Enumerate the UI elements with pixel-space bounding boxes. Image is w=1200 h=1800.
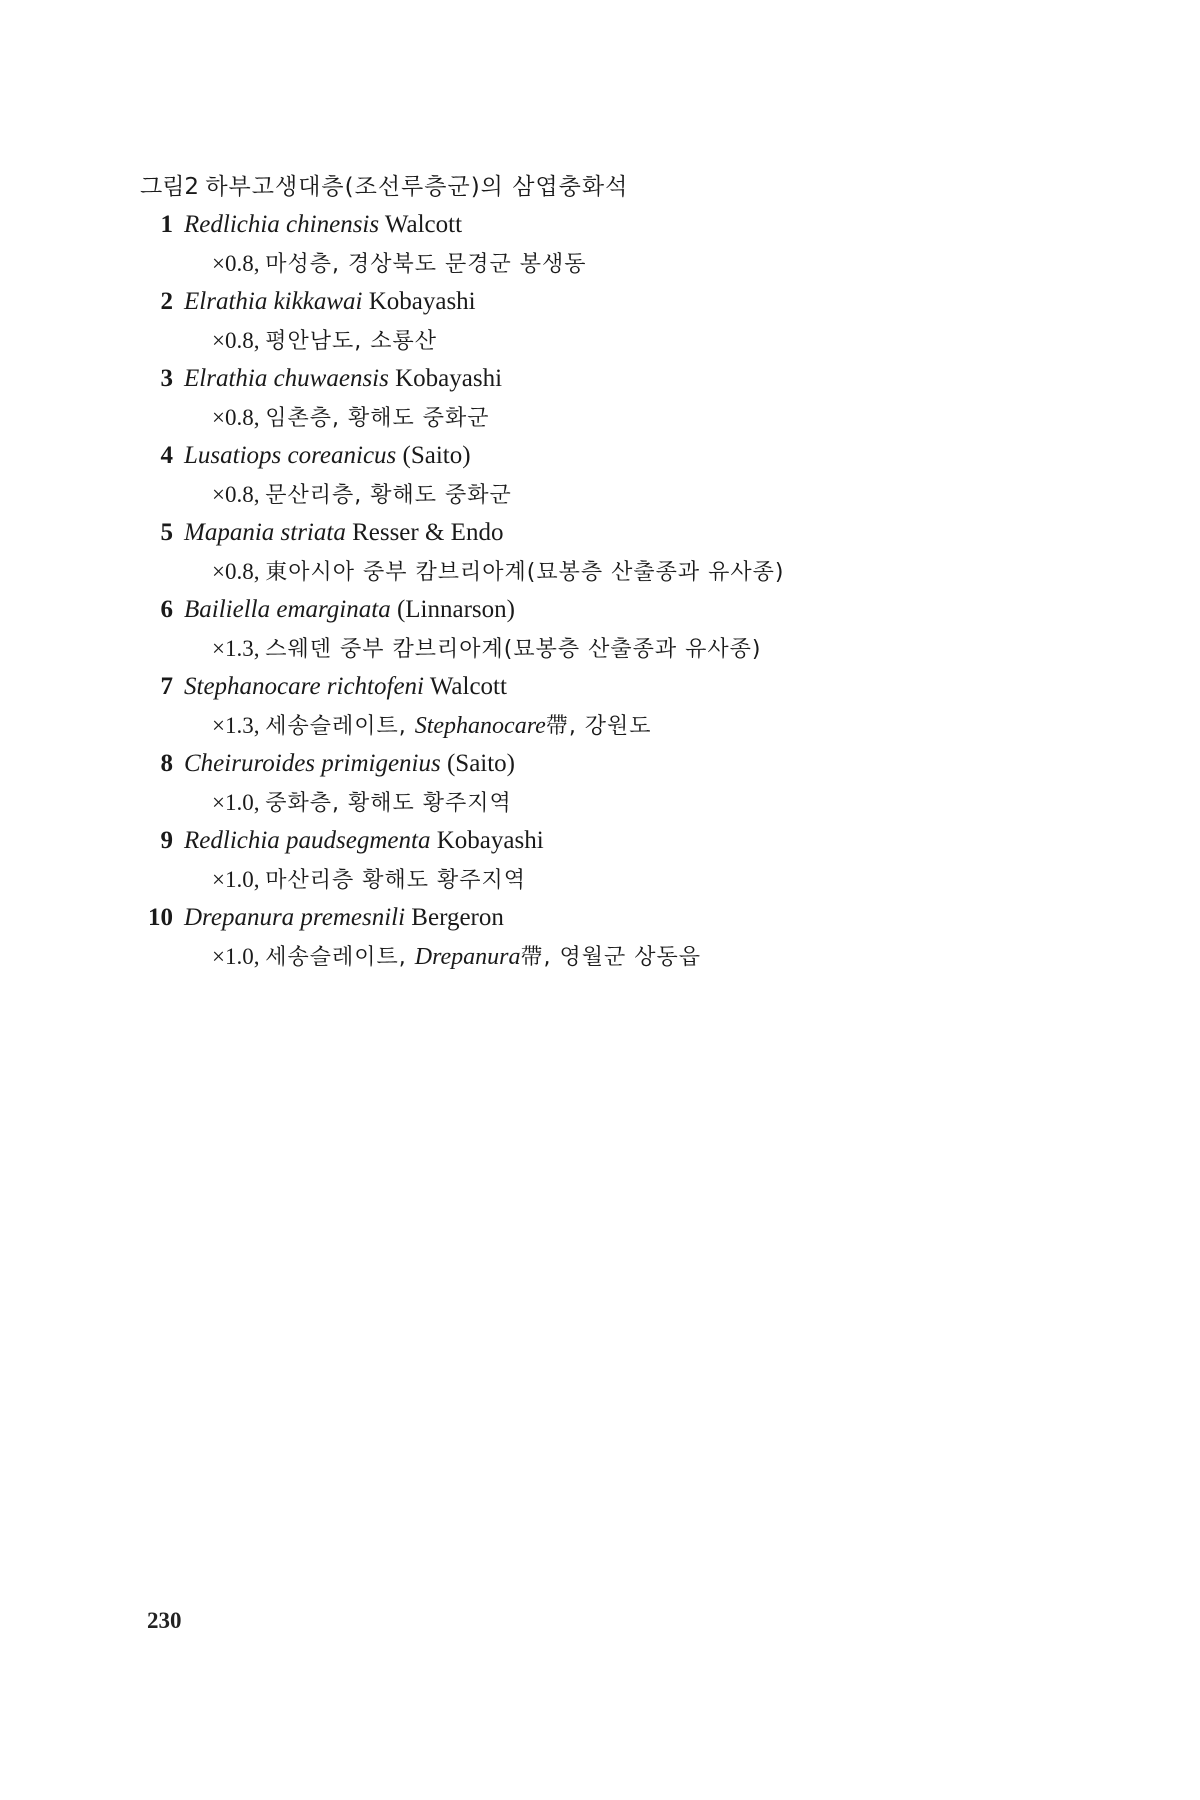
specimen-name-line	[140, 206, 1140, 245]
specimen-entry	[140, 822, 1140, 899]
species-name: Stephanocare richtofeni	[184, 673, 424, 700]
detail-text: 평안남도, 소룡산	[265, 328, 437, 354]
detail-text: ×1.0,	[212, 789, 266, 815]
specimen-detail-line	[140, 707, 1140, 746]
specimen-name-line	[140, 514, 1140, 553]
specimen-name-line	[140, 899, 1140, 938]
species-name: Redlichia paudsegmenta	[184, 827, 431, 854]
entry-number: 5	[160, 519, 173, 546]
specimen-name-line	[140, 360, 1140, 399]
specimen-entry	[140, 283, 1140, 360]
detail-text: 스웨덴 중부 캄브리아계(묘봉층 산출종과 유사종)	[265, 636, 762, 662]
species-author: Walcott	[429, 673, 507, 700]
detail-text: ×1.3,	[212, 712, 266, 738]
detail-text: ×0.8,	[212, 404, 266, 430]
detail-text: 帶, 영월군 상동읍	[520, 944, 702, 970]
entry-number: 10	[148, 904, 173, 931]
detail-text: ×1.0,	[212, 943, 266, 969]
detail-text: ×0.8,	[212, 250, 266, 276]
species-name: Elrathia chuwaensis	[184, 365, 389, 392]
specimen-detail-line	[140, 399, 1140, 438]
species-name: Drepanura premesnili	[184, 904, 406, 931]
specimen-name-line	[140, 283, 1140, 322]
entry-number: 1	[160, 211, 173, 238]
caption-title	[140, 168, 1140, 206]
detail-text: 세송슬레이트,	[265, 713, 415, 739]
detail-text: ×1.3,	[212, 635, 266, 661]
species-name: Redlichia chinensis	[184, 211, 380, 238]
zone-genus-name: Drepanura	[414, 943, 521, 970]
species-author: Walcott	[384, 211, 463, 238]
entry-number: 6	[160, 596, 173, 623]
species-author: (Linnarson)	[396, 596, 515, 623]
specimen-detail-line	[140, 861, 1140, 900]
specimen-detail-line	[140, 784, 1140, 823]
species-author: Bergeron	[411, 904, 504, 931]
detail-text: 帶, 강원도	[545, 713, 652, 739]
specimen-detail-line	[140, 630, 1140, 669]
entry-number: 8	[160, 750, 173, 777]
entry-number: 2	[160, 288, 173, 315]
figure-label: 그림2	[140, 174, 200, 200]
species-name: Bailiella emarginata	[184, 596, 391, 623]
detail-text: ×1.0,	[212, 866, 266, 892]
specimen-detail-line	[140, 938, 1140, 977]
species-author: (Saito)	[446, 750, 516, 777]
specimen-entry	[140, 745, 1140, 822]
specimen-name-line	[140, 668, 1140, 707]
specimen-detail-line	[140, 245, 1140, 284]
detail-text: 세송슬레이트,	[265, 944, 415, 970]
specimen-detail-line	[140, 476, 1140, 515]
specimen-entry	[140, 899, 1140, 976]
entry-number: 7	[160, 673, 173, 700]
species-author: Kobayashi	[436, 827, 544, 854]
specimen-entry	[140, 668, 1140, 745]
species-author: (Saito)	[402, 442, 471, 469]
figure-title: 하부고생대층(조선루층군)의 삼엽충화석	[205, 174, 629, 200]
detail-text: ×0.8,	[212, 558, 266, 584]
species-name: Cheiruroides primigenius	[184, 750, 441, 777]
specimen-entry	[140, 591, 1140, 668]
specimen-entry	[140, 360, 1140, 437]
figure-caption	[140, 168, 1140, 976]
detail-text: ×0.8,	[212, 481, 266, 507]
specimen-name-line	[140, 437, 1140, 476]
species-author: Kobayashi	[395, 365, 503, 392]
detail-text: ×0.8,	[212, 327, 266, 353]
page-number: 230	[147, 1608, 182, 1633]
specimen-detail-line	[140, 322, 1140, 361]
specimen-entry	[140, 437, 1140, 514]
species-author: Kobayashi	[368, 288, 476, 315]
detail-text: 문산리층, 황해도 중화군	[265, 482, 512, 508]
entry-number: 9	[160, 827, 173, 854]
specimen-name-line	[140, 591, 1140, 630]
species-author: Resser & Endo	[352, 519, 504, 546]
specimen-list	[140, 206, 1140, 976]
detail-text: 중화층, 황해도 황주지역	[265, 790, 512, 816]
detail-text: 東아시아 중부 캄브리아계(묘봉층 산출종과 유사종)	[265, 559, 785, 585]
species-name: Elrathia kikkawai	[184, 288, 363, 315]
specimen-detail-line	[140, 553, 1140, 592]
specimen-entry	[140, 514, 1140, 591]
detail-text: 임촌층, 황해도 중화군	[265, 405, 490, 431]
specimen-entry	[140, 206, 1140, 283]
detail-text: 마성층, 경상북도 문경군 봉생동	[265, 251, 587, 277]
specimen-name-line	[140, 822, 1140, 861]
detail-text: 마산리층 황해도 황주지역	[265, 867, 526, 893]
zone-genus-name: Stephanocare	[414, 712, 546, 739]
entry-number: 4	[160, 442, 173, 469]
species-name: Lusatiops coreanicus	[184, 442, 397, 469]
species-name: Mapania striata	[184, 519, 346, 546]
entry-number: 3	[160, 365, 173, 392]
specimen-name-line	[140, 745, 1140, 784]
